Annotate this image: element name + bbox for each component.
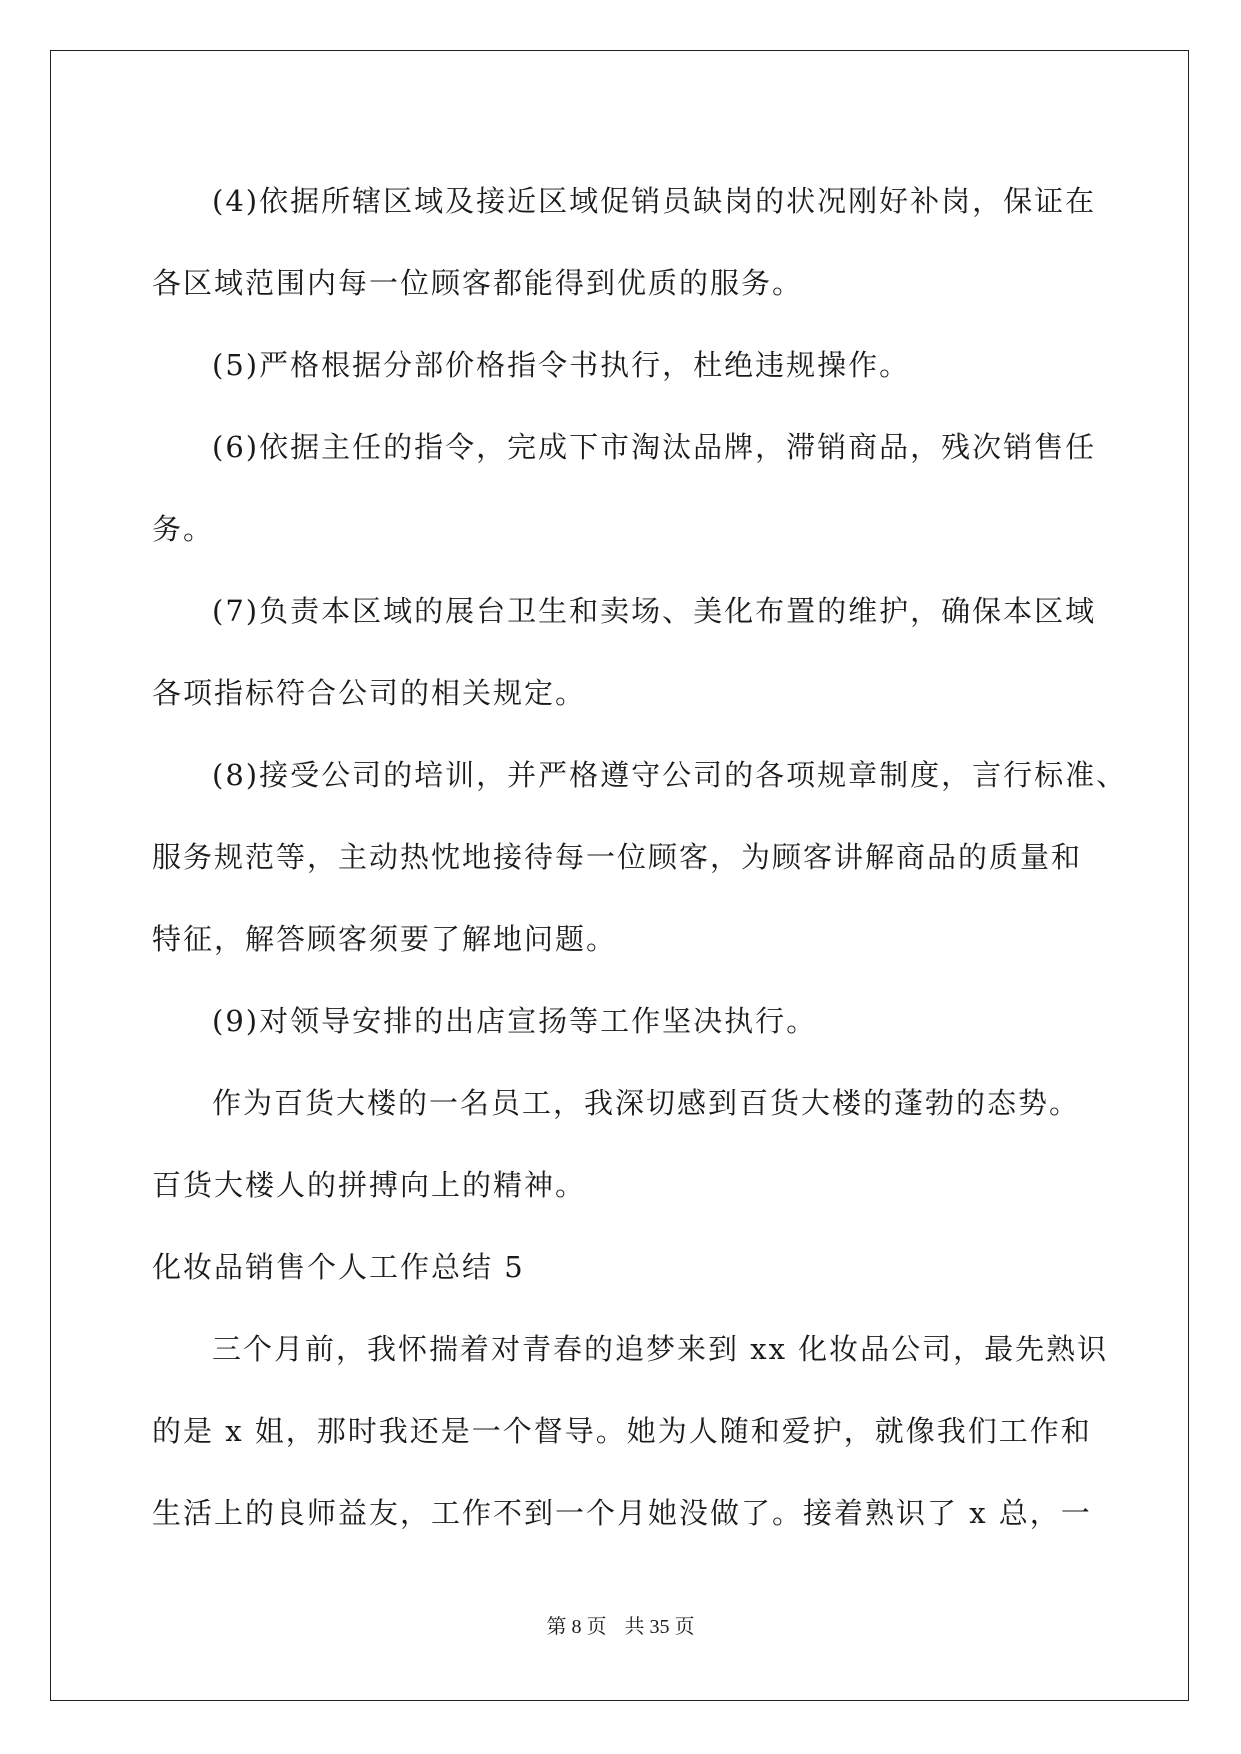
paragraph-line: 作为百货大楼的一名员工，我深切感到百货大楼的蓬勃的态势。 xyxy=(212,1086,1081,1120)
paragraph-line: (4)依据所辖区域及接近区域促销员缺岗的状况刚好补岗，保证在 xyxy=(212,184,1097,218)
paragraph-line: (7)负责本区域的展台卫生和卖场、美化布置的维护，确保本区域 xyxy=(212,594,1097,628)
paragraph-line: 服务规范等，主动热忱地接待每一位顾客，为顾客讲解商品的质量和 xyxy=(152,840,1083,874)
document-body xyxy=(152,160,1128,1554)
paragraph-line: 三个月前，我怀揣着对青春的追梦来到 xx 化妆品公司，最先熟识 xyxy=(212,1332,1109,1366)
paragraph-line: 生活上的良师益友，工作不到一个月她没做了。接着熟识了 x 总，一 xyxy=(152,1496,1092,1530)
paragraph-line: 百货大楼人的拼搏向上的精神。 xyxy=(152,1168,587,1202)
page-total: 共 35 页 xyxy=(624,1616,695,1638)
paragraph-line: (5)严格根据分部价格指令书执行，杜绝违规操作。 xyxy=(212,348,911,382)
paragraph-line: 的是 x 姐，那时我还是一个督导。她为人随和爱护，就像我们工作和 xyxy=(152,1414,1092,1448)
paragraph-line: 各项指标符合公司的相关规定。 xyxy=(152,676,587,710)
paragraph-line: (6)依据主任的指令，完成下市淘汰品牌，滞销商品，残次销售任 xyxy=(212,430,1097,464)
paragraph-line: 特征，解答顾客须要了解地问题。 xyxy=(152,922,618,956)
paragraph-line: (9)对领导安排的出店宣扬等工作坚决执行。 xyxy=(212,1004,818,1038)
section-heading: 化妆品销售个人工作总结 5 xyxy=(152,1250,525,1284)
paragraph-line: 各区域范围内每一位顾客都能得到优质的服务。 xyxy=(152,266,804,300)
page-footer xyxy=(0,1610,1241,1639)
paragraph-line: (8)接受公司的培训，并严格遵守公司的各项规章制度，言行标准、 xyxy=(212,758,1128,792)
paragraph-line: 务。 xyxy=(152,512,215,546)
page-number: 第 8 页 xyxy=(546,1616,607,1638)
